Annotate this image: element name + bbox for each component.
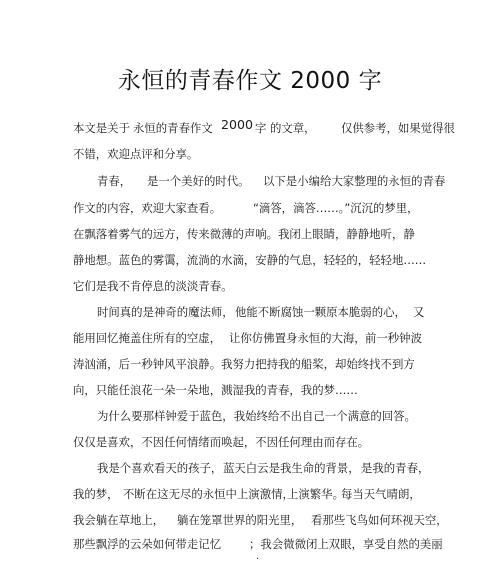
text-segment: 是我的青春，: [361, 461, 430, 475]
text-segment: 青春，: [97, 174, 132, 188]
text-segment: 涛汹涌，后一秒钟风平浪静。我努力把持我的船桨，却始终找不到方: [73, 357, 415, 371]
text-segment: 仅仅是喜欢，不因任何情绪而唤起，不因任何理由而存在。: [73, 435, 370, 449]
text-segment: 蓝天白云是我生命的背景，: [223, 461, 360, 475]
text-segment: 本文是关于: [73, 121, 130, 135]
text-segment: 不断在这无尽的永恒中上演激情，: [123, 487, 294, 501]
text-segment: 字 的文章，: [255, 121, 316, 135]
text-segment: 不错，欢迎点评和分享。: [73, 147, 199, 161]
page-footer-mark: ·: [256, 554, 260, 565]
text-segment: 看那些飞鸟如何环视天空，: [311, 513, 448, 527]
text-segment: 它们是我不肯停息的淡淡青春。: [73, 279, 233, 293]
text-segment: 让你仿佛置身永恒的大海，: [229, 331, 366, 345]
document-title: 永恒的青春作文 2000 字: [117, 68, 383, 94]
text-segment: 前一秒钟波: [365, 331, 422, 345]
text-segment: 那些飘浮的云朵如何带走记忆: [73, 537, 222, 551]
text-segment: 又: [413, 305, 425, 319]
text-segment: 上演繁华。: [287, 487, 344, 501]
text-segment: 永恒的青春作文: [133, 121, 213, 135]
text-segment: 时间真的是神奇的魔法师，: [97, 305, 234, 319]
text-segment: 为什么要那样钟爱于蓝色，我始终给不出自己一个满意的回答。: [97, 409, 416, 423]
text-segment: 静地想。蓝色的雾霭，流淌的水滴，安静的气息，轻轻的，轻轻地……: [73, 253, 427, 267]
text-segment: 我是个喜欢看天的孩子，: [97, 461, 223, 475]
text-segment: 向，只能任浪花一朵一朵地，溅湿我的青春，我的梦……: [73, 383, 358, 397]
text-segment: 我会躺在草地上，: [73, 513, 165, 527]
text-segment: 2000: [221, 117, 254, 132]
text-segment: 作文的内容，欢迎大家查看。: [73, 201, 222, 215]
text-segment: 以下是小编给大家整理的永恒的青春: [263, 174, 446, 188]
text-segment: 他能不断腐蚀一颗原本脆弱的心，: [235, 305, 406, 319]
text-segment: 仅供参考，如果觉得很: [341, 121, 455, 135]
text-segment: 每当天气晴朗，: [341, 487, 421, 501]
text-segment: 我的梦，: [73, 487, 119, 501]
text-segment: ；我会微微闭上双眼，享受自然的美丽: [249, 537, 443, 551]
text-segment: 能用回忆掩盖住所有的空虚，: [73, 331, 222, 345]
text-segment: “滴答，滴答……。”沉沉的梦里，: [253, 201, 419, 215]
text-segment: 躺在笼罩世界的阳光里，: [177, 513, 303, 527]
text-segment: 在飘落着雾气的远方，传来微薄的声响。我闭上眼睛，静静地听，静: [73, 227, 415, 241]
text-segment: 是一个美好的时代。: [147, 174, 250, 188]
